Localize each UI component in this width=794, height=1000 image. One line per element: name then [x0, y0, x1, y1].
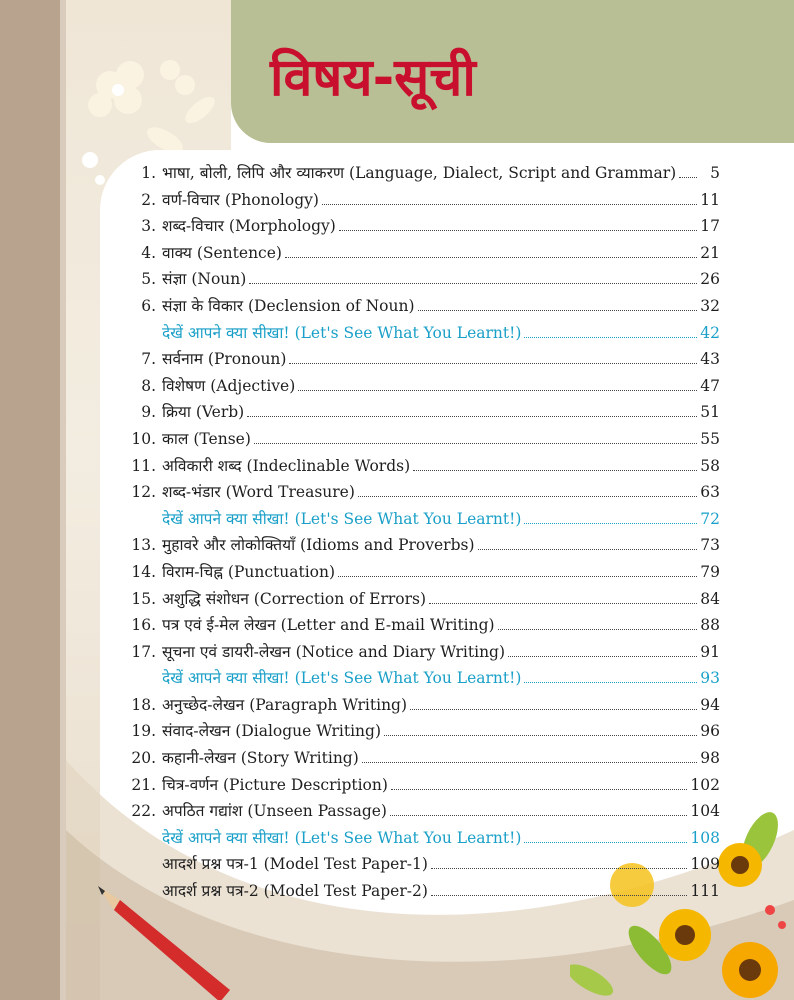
toc-model-paper-1[interactable]: [128, 852, 720, 879]
toc-entry-22[interactable]: [128, 799, 720, 826]
entry-number: 1.: [141, 164, 156, 182]
dot-leader: [289, 363, 697, 364]
toc-entry-17[interactable]: [128, 640, 720, 667]
toc-entry-4[interactable]: [128, 241, 720, 268]
entry-title: वर्ण-विचार (Phonology): [162, 190, 319, 209]
dot-leader: [413, 470, 697, 471]
entry-page: 5: [710, 164, 720, 182]
toc-model-paper-2[interactable]: [128, 879, 720, 906]
entry-title: विशेषण (Adjective): [162, 376, 296, 395]
dot-leader: [679, 177, 697, 178]
entry-title: आदर्श प्रश्न पत्र-1 (Model Test Paper-1): [162, 855, 428, 874]
entry-number: 12.: [131, 483, 156, 502]
entry-number: 4.: [141, 243, 156, 262]
entry-number: 13.: [131, 536, 156, 555]
entry-number: 3.: [141, 217, 156, 236]
entry-page: 47: [700, 376, 720, 395]
toc-entry-21[interactable]: [128, 773, 720, 800]
entry-title: अशुद्धि संशोधन (Correction of Errors): [162, 589, 427, 608]
toc-review-1[interactable]: [128, 321, 720, 348]
dot-leader: [249, 283, 697, 284]
toc-entry-9[interactable]: [128, 400, 720, 427]
toc-entry-14[interactable]: [128, 560, 720, 587]
toc-entry-7[interactable]: [128, 347, 720, 374]
dot-leader: [478, 549, 697, 550]
entry-page: 94: [700, 695, 720, 714]
table-of-contents: [128, 161, 720, 906]
entry-page: 43: [700, 350, 720, 369]
left-border-strip: [0, 0, 60, 1000]
entry-title: संज्ञा (Noun): [162, 270, 247, 289]
entry-page: 55: [700, 429, 720, 448]
toc-entry-15[interactable]: [128, 587, 720, 614]
entry-number: 21.: [131, 775, 156, 794]
entry-page: 72: [700, 509, 720, 528]
page-title: विषय-सूची: [270, 48, 476, 108]
dot-leader: [498, 629, 697, 630]
toc-entry-19[interactable]: [128, 719, 720, 746]
toc-entry-5[interactable]: [128, 267, 720, 294]
dot-leader: [429, 603, 697, 604]
entry-page: 93: [700, 669, 720, 688]
entry-title: सूचना एवं डायरी-लेखन (Notice and Diary Writing): [162, 642, 506, 661]
dot-leader: [524, 337, 697, 338]
toc-entry-12[interactable]: [128, 480, 720, 507]
dot-leader: [339, 230, 697, 231]
entry-page: 104: [690, 802, 720, 821]
entry-title: क्रिया (Verb): [162, 403, 245, 422]
entry-title: शब्द-भंडार (Word Treasure): [162, 483, 355, 502]
entry-title: मुहावरे और लोकोक्तियाँ (Idioms and Proverbs): [162, 536, 475, 555]
entry-page: 108: [690, 828, 720, 847]
dot-leader: [524, 842, 687, 843]
toc-entry-11[interactable]: [128, 454, 720, 481]
toc-entry-3[interactable]: [128, 214, 720, 241]
toc-entry-2[interactable]: [128, 188, 720, 215]
entry-page: 51: [700, 403, 720, 422]
entry-title: अनुच्छेद-लेखन (Paragraph Writing): [162, 695, 408, 714]
entry-title: संवाद-लेखन (Dialogue Writing): [162, 722, 382, 741]
entry-number: 18.: [131, 695, 156, 714]
dot-leader: [322, 204, 697, 205]
dot-leader: [418, 310, 697, 311]
toc-review-4[interactable]: [128, 826, 720, 853]
dot-leader: [285, 257, 697, 258]
entry-title: आदर्श प्रश्न पत्र-2 (Model Test Paper-2): [162, 882, 428, 901]
entry-page: 58: [700, 456, 720, 475]
entry-page: 109: [690, 855, 720, 874]
entry-page: 11: [700, 190, 720, 209]
entry-number: 8.: [141, 376, 156, 395]
entry-number: 7.: [141, 350, 156, 369]
entry-page: 102: [690, 775, 720, 794]
entry-page: 17: [700, 217, 720, 236]
entry-page: 63: [700, 483, 720, 502]
toc-entry-8[interactable]: [128, 374, 720, 401]
entry-title: वाक्य (Sentence): [162, 243, 282, 262]
entry-page: 111: [690, 882, 720, 901]
entry-number: 17.: [131, 642, 156, 661]
toc-entry-1[interactable]: [128, 161, 720, 188]
entry-number: 9.: [141, 403, 156, 422]
entry-number: 15.: [131, 589, 156, 608]
dot-leader: [254, 443, 697, 444]
toc-entry-20[interactable]: [128, 746, 720, 773]
entry-page: 98: [700, 749, 720, 768]
dot-leader: [247, 416, 697, 417]
toc-review-3[interactable]: [128, 666, 720, 693]
entry-page: 42: [700, 323, 720, 342]
entry-number: 6.: [141, 296, 156, 315]
toc-review-2[interactable]: [128, 507, 720, 534]
entry-title: शब्द-विचार (Morphology): [162, 217, 336, 236]
entry-number: 2.: [141, 190, 156, 209]
entry-title: सर्वनाम (Pronoun): [162, 350, 287, 369]
entry-title: विराम-चिह्न (Punctuation): [162, 562, 336, 581]
dot-leader: [338, 576, 697, 577]
entry-page: 79: [700, 562, 720, 581]
dot-leader: [390, 815, 687, 816]
entry-title: देखें आपने क्या सीखा! (Let's See What You Learnt!): [162, 323, 522, 342]
toc-entry-16[interactable]: [128, 613, 720, 640]
toc-entry-18[interactable]: [128, 693, 720, 720]
dot-leader: [524, 523, 697, 524]
entry-page: 21: [700, 243, 720, 262]
entry-number: 19.: [131, 722, 156, 741]
dot-leader: [358, 496, 697, 497]
dot-leader: [524, 682, 697, 683]
entry-number: 14.: [131, 562, 156, 581]
dot-leader: [431, 895, 688, 896]
toc-entry-13[interactable]: [128, 533, 720, 560]
dot-leader: [431, 868, 688, 869]
dot-leader: [508, 656, 697, 657]
entry-page: 26: [700, 270, 720, 289]
entry-title: काल (Tense): [162, 429, 251, 448]
entry-title: संज्ञा के विकार (Declension of Noun): [162, 296, 415, 315]
entry-title: अपठित गद्यांश (Unseen Passage): [162, 802, 387, 821]
entry-number: 16.: [131, 616, 156, 635]
entry-page: 73: [700, 536, 720, 555]
entry-title: चित्र-वर्णन (Picture Description): [162, 775, 388, 794]
entry-number: 10.: [131, 429, 156, 448]
dot-leader: [384, 735, 697, 736]
entry-title: पत्र एवं ई-मेल लेखन (Letter and E-mail Writing): [162, 616, 495, 635]
toc-entry-10[interactable]: [128, 427, 720, 454]
entry-page: 88: [700, 616, 720, 635]
entry-page: 84: [700, 589, 720, 608]
entry-number: 22.: [131, 802, 156, 821]
entry-title: कहानी-लेखन (Story Writing): [162, 749, 359, 768]
dot-leader: [410, 709, 697, 710]
dot-leader: [298, 390, 697, 391]
entry-page: 32: [700, 296, 720, 315]
entry-title: देखें आपने क्या सीखा! (Let's See What You Learnt!): [162, 669, 522, 688]
dot-leader: [391, 789, 687, 790]
entry-number: 20.: [131, 749, 156, 768]
entry-title: देखें आपने क्या सीखा! (Let's See What You Learnt!): [162, 828, 522, 847]
entry-number: 5.: [141, 270, 156, 289]
entry-title: भाषा, बोली, लिपि और व्याकरण (Language, Dialect, Script and Grammar): [162, 164, 677, 182]
dot-leader: [362, 762, 697, 763]
entry-title: देखें आपने क्या सीखा! (Let's See What You Learnt!): [162, 509, 522, 528]
entry-page: 91: [700, 642, 720, 661]
entry-page: 96: [700, 722, 720, 741]
toc-entry-6[interactable]: [128, 294, 720, 321]
entry-title: अविकारी शब्द (Indeclinable Words): [162, 456, 411, 475]
entry-number: 11.: [131, 456, 156, 475]
